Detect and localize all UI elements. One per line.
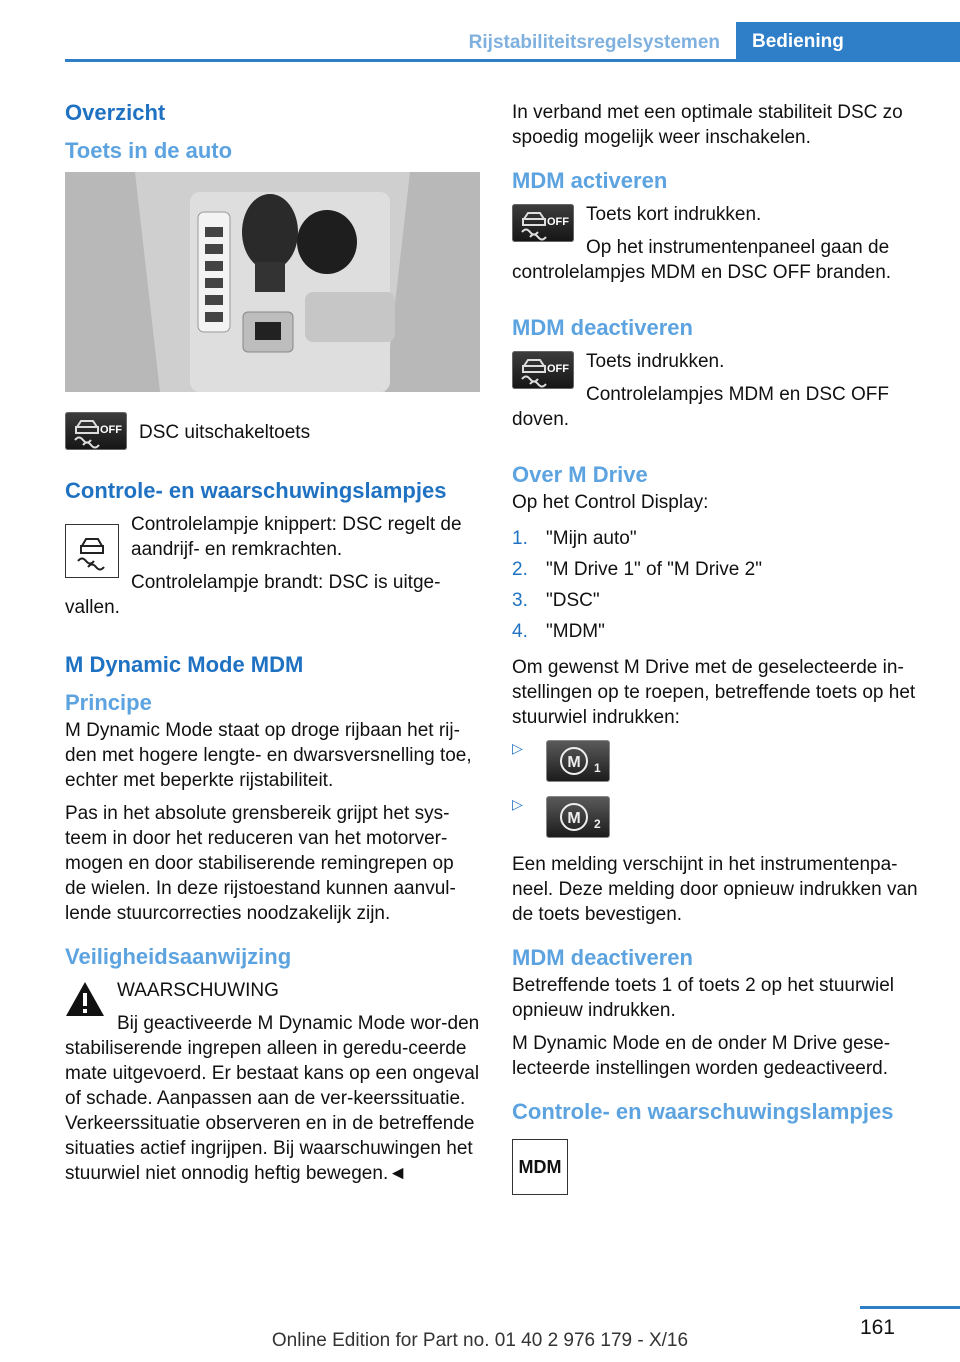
console-photo: [65, 172, 480, 392]
deactivate2-text-2: M Dynamic Mode en de onder M Drive gese-lecteerde instellingen worden gedeactiveerd.: [512, 1033, 891, 1079]
heading-overzicht: Overzicht: [65, 100, 166, 125]
list-item: 3. "DSC": [512, 590, 600, 611]
deactivate-text-1: Toets indrukken.: [586, 351, 725, 372]
svg-text:2: 2: [594, 817, 601, 831]
m-drive-intro: Op het Control Display:: [512, 492, 709, 513]
dsc-off-button-icon: [512, 351, 574, 389]
heading-mdm-deactiveren: MDM deactiveren: [512, 315, 693, 340]
off-label: OFF: [100, 424, 122, 436]
svg-text:M: M: [567, 810, 581, 827]
activate-block: [512, 202, 927, 293]
m2-bullet: [512, 796, 927, 838]
bullet-arrow: ▷: [512, 740, 523, 756]
heading-over-m-drive: Over M Drive: [512, 462, 648, 487]
left-column: [65, 100, 480, 1194]
intro-text: In verband met een optimale stabiliteit DSC zo spoedig mogelijk weer inschakelen.: [512, 102, 903, 148]
footer-edition: Online Edition for Part no. 01 40 2 976 179 - X/16: [271, 1330, 689, 1351]
bullet-arrow: ▷: [512, 796, 523, 812]
heading-controle-2: Controle- en waarschuwingslampjes: [512, 1099, 894, 1124]
dsc-off-button-icon: [65, 412, 127, 450]
deactivate2-text-1: Betreffende toets 1 of toets 2 op het stuurwiel opnieuw indrukken.: [512, 975, 895, 1021]
off-label: OFF: [547, 216, 569, 228]
right-column: [512, 100, 927, 1195]
deactivate-text-2: Controlelampjes MDM en DSC OFF doven.: [512, 384, 890, 430]
svg-text:1: 1: [594, 761, 601, 775]
activate-text-2: Op het instrumentenpaneel gaan de controlelampjes MDM en DSC OFF branden.: [512, 237, 892, 283]
m1-button-icon: [546, 740, 610, 782]
warning-title: WAARSCHUWING: [117, 980, 279, 1001]
mdm-lamp-icon: MDM: [512, 1139, 568, 1195]
melding-text: Een melding verschijnt in het instrumentenpa-neel. Deze melding door opnieuw indrukken van de toets bevestigen.: [512, 854, 918, 925]
activate-text-1: Toets kort indrukken.: [586, 204, 762, 225]
lamp-text-2: Controlelampje brandt: DSC is uitge-vallen.: [65, 572, 441, 618]
dsc-lamp-block: [65, 512, 480, 628]
off-label: OFF: [547, 363, 569, 375]
warning-text: Bij geactiveerde M Dynamic Mode wor-den stabiliserende ingrepen alleen in geredu-ceerde mate uitgevoerd. Er bestaat kans op een ongeval of schade. Aanpassen aan de ver-keerssituatie. Verkeerssituatie observeren en in de betreffende situaties actief ingrijpen. Bij waarschuwingen het stuurwiel niet onnodig heftig bewegen.◄: [65, 1013, 480, 1184]
page-header: [65, 22, 960, 62]
lamp-text-1: Controlelampje knippert: DSC regelt de aandrijf- en remkrachten.: [131, 514, 462, 560]
page-number: 161: [859, 1316, 895, 1339]
heading-mdm-activeren: MDM activeren: [512, 168, 668, 193]
list-item: 1. "Mijn auto": [512, 528, 637, 549]
svg-text:M: M: [567, 754, 581, 771]
m1-bullet: [512, 740, 927, 782]
m-drive-steps: [512, 523, 927, 647]
heading-principe: Principe: [65, 690, 152, 715]
principe-text-1: M Dynamic Mode staat op droge rijbaan het rij-den met hogere lengte- en dwarsversnelling toe, echter met beperkte rijstabiliteit.: [65, 720, 472, 791]
heading-controle: Controle- en waarschuwingslampjes: [65, 478, 447, 503]
header-rule: [65, 59, 960, 62]
list-item: 2. "M Drive 1" of "M Drive 2": [512, 559, 762, 580]
list-item: 4. "MDM": [512, 621, 605, 642]
warning-triangle-icon: [65, 980, 105, 1018]
heading-m-dynamic-mode: M Dynamic Mode MDM: [65, 652, 304, 677]
page-number-rule: [860, 1306, 960, 1309]
m2-button-icon: [546, 796, 610, 838]
dsc-button-row: [65, 410, 480, 456]
header-chapter-tab: Bediening: [736, 22, 960, 62]
heading-mdm-deactiveren-2: MDM deactiveren: [512, 945, 693, 970]
m-drive-text: Om gewenst M Drive met de geselecteerde in-stellingen op te roepen, betreffende toets op het stuurwiel indrukken:: [512, 657, 916, 728]
deactivate-block: [512, 349, 927, 440]
heading-veiligheid: Veiligheidsaanwijzing: [65, 944, 292, 969]
header-section-title: Rijstabiliteitsregelsystemen: [468, 32, 720, 53]
warning-block: [65, 978, 480, 1194]
dsc-off-button-icon: [512, 204, 574, 242]
dsc-warning-lamp-icon: [65, 524, 119, 578]
principe-text-2: Pas in het absolute grensbereik grijpt het sys-teem in door het reduceren van het motorver-mogen en door stabiliserende remingrepen op de wielen. In deze rijstoestand kunnen aanvul-lende stuurcorrecties noodzakelijk zijn.: [65, 803, 456, 924]
dsc-caption: DSC uitschakeltoets: [139, 422, 311, 443]
heading-toets-in-de-auto: Toets in de auto: [65, 138, 233, 163]
